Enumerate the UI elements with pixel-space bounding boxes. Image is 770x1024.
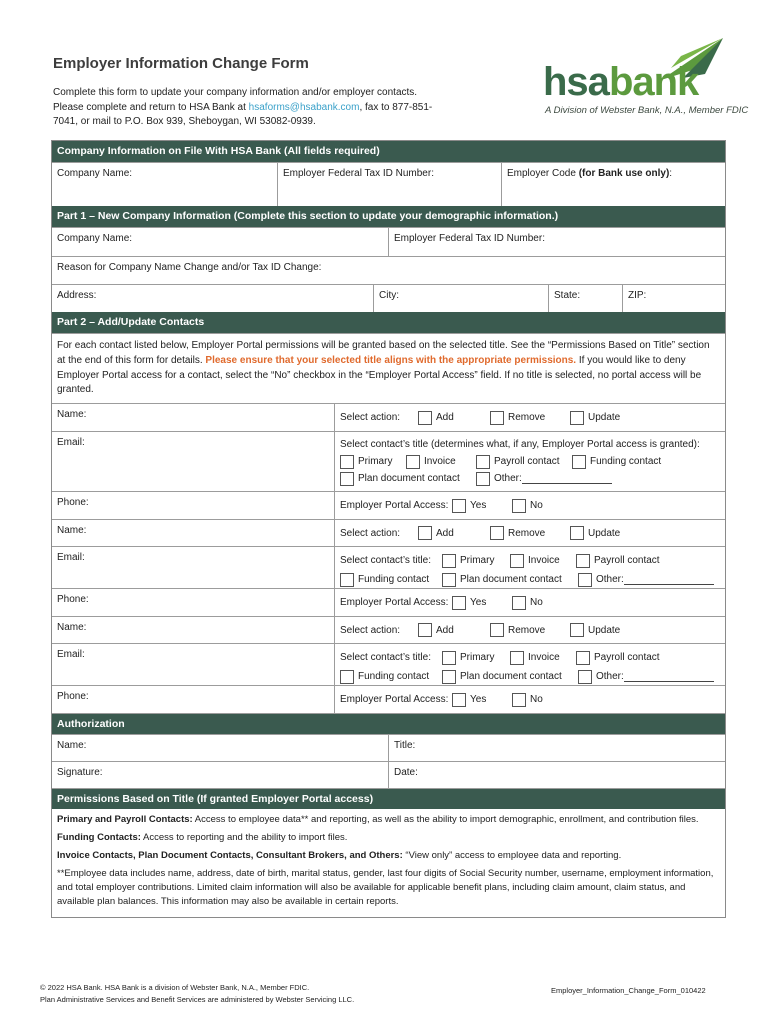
- auth-title-field[interactable]: Title:: [388, 735, 725, 761]
- date-field[interactable]: Date:: [388, 762, 725, 788]
- checkbox[interactable]: [490, 411, 504, 425]
- title-primary[interactable]: Primary: [442, 551, 510, 570]
- title-primary[interactable]: Primary: [340, 453, 406, 470]
- state-field[interactable]: State:: [548, 285, 622, 312]
- checkbox[interactable]: [418, 411, 432, 425]
- portal-no[interactable]: No: [512, 499, 543, 513]
- email-link[interactable]: hsaforms@hsabank.com: [248, 101, 360, 113]
- logo-tagline: A Division of Webster Bank, N.A., Member FDIC: [545, 105, 749, 116]
- contact-phone-field[interactable]: Phone:: [52, 686, 335, 713]
- zip-field[interactable]: ZIP:: [622, 285, 725, 312]
- contact-phone-field[interactable]: Phone:: [52, 589, 335, 616]
- reason-field[interactable]: Reason for Company Name Change and/or Tax ID Change:: [57, 262, 322, 273]
- remove-option[interactable]: Remove: [490, 411, 570, 425]
- title-other[interactable]: Other:: [578, 667, 714, 686]
- auth-name-field[interactable]: Name:: [57, 740, 87, 752]
- signature-field[interactable]: Signature:: [57, 767, 103, 779]
- company-on-file-row: [52, 162, 725, 206]
- contact-name-field[interactable]: Name:: [52, 520, 335, 546]
- title-invoice[interactable]: Invoice: [510, 648, 576, 667]
- part2-instructions: For each contact listed below, Employer Portal permissions will be granted based on the selected title. See the “Permissions Based on Title” section at the end of this form for details. Please ensure that your selected title aligns with the appropriate permissions. If you would like to deny Employer Portal access for a contact, select the “No” checkbox in the “Employer Portal Access” field. If no title is selected, no portal access will be granted.: [52, 333, 725, 403]
- hsabank-logo: hsabank A Division of Webster Bank, N.A., Member FDIC: [543, 38, 723, 124]
- contact-email-field[interactable]: Email:: [52, 547, 335, 588]
- footer-copyright: © 2022 HSA Bank. HSA Bank is a division of Webster Bank, N.A., Member FDIC. Plan Administrative Services and Benefit Services are administered by Webster Servicing LLC.: [40, 983, 355, 1004]
- portal-yes[interactable]: Yes: [452, 693, 512, 707]
- title-funding[interactable]: Funding contact: [340, 570, 442, 589]
- update-option[interactable]: Update: [570, 623, 620, 637]
- employer-code-field[interactable]: Employer Code (for Bank use only):: [501, 163, 725, 206]
- title-plan-document[interactable]: Plan document contact: [442, 667, 578, 686]
- contact-name-field[interactable]: Name:: [52, 404, 335, 431]
- title-primary[interactable]: Primary: [442, 648, 510, 667]
- add-option[interactable]: Add: [418, 411, 490, 425]
- title-other[interactable]: Other:: [476, 470, 612, 487]
- address-field[interactable]: Address:: [57, 290, 97, 301]
- permissions-text: Primary and Payroll Contacts: Access to employee data** and reporting, as well as the ability to import demographic, enrollment, and contribution files. Funding Contacts: Access to reporting and the ability to import files. Invoice Contacts, Plan Document Contacts, Consultant Brokers, and Others: “View only” access to employee data and reporting. **Employee data includes name, address, date of birth, marital status, gender, last four digits of Social Security number, username, employment information, and total employer contributions. Limited claim information will also be available for applicable benefit plans, including claim amount, claim status, and available plan balances. This information may also be available in certain reports.: [57, 814, 714, 908]
- section-header-permissions: Permissions Based on Title (If granted Employer Portal access): [52, 788, 725, 809]
- contact-block-2: Name: Select action: Add Remove Update Email: Select contact’s title: Primary Invoice Payroll contact Funding contact Plan document contact Other: Phone: Employer Portal Access: Yes No: [52, 519, 725, 616]
- section-header-company-on-file: Company Information on File With HSA Bank (All fields required): [52, 141, 725, 162]
- contact-block-3: Name: Select action: Add Remove Update Email: Select contact’s title: Primary Invoice Payroll contact Funding contact Plan document contact Other: Phone: Employer Portal Access: Yes No: [52, 616, 725, 713]
- title-other[interactable]: Other:: [578, 570, 714, 589]
- title-invoice[interactable]: Invoice: [406, 453, 476, 470]
- form-intro: Complete this form to update your company information and/or employer contacts. Please complete and return to HSA Bank at hsaforms@hsabank.com, fax to 877-851-7041, or mail to P.O. Box 939, Sheboygan, WI 53082-0939.: [53, 87, 433, 127]
- tax-id-field[interactable]: Employer Federal Tax ID Number:: [277, 163, 501, 206]
- form-frame: [51, 140, 726, 918]
- title-plan-document[interactable]: Plan document contact: [442, 570, 578, 589]
- title-payroll[interactable]: Payroll contact: [476, 453, 572, 470]
- contact-name-field[interactable]: Name:: [52, 617, 335, 643]
- update-option[interactable]: Update: [570, 526, 620, 540]
- remove-option[interactable]: Remove: [490, 526, 570, 540]
- remove-option[interactable]: Remove: [490, 623, 570, 637]
- title-plan-document[interactable]: Plan document contact: [340, 470, 476, 487]
- contact-email-field[interactable]: Email:: [52, 644, 335, 685]
- add-option[interactable]: Add: [418, 526, 490, 540]
- title-funding[interactable]: Funding contact: [340, 667, 442, 686]
- portal-yes[interactable]: Yes: [452, 596, 512, 610]
- checkbox[interactable]: [570, 411, 584, 425]
- update-option[interactable]: Update: [570, 411, 620, 425]
- title-payroll[interactable]: Payroll contact: [576, 551, 660, 570]
- portal-no[interactable]: No: [512, 596, 543, 610]
- contact-email-field[interactable]: Email:: [52, 432, 335, 491]
- contact-phone-field[interactable]: Phone:: [52, 492, 335, 519]
- add-option[interactable]: Add: [418, 623, 490, 637]
- title-invoice[interactable]: Invoice: [510, 551, 576, 570]
- city-field[interactable]: City:: [373, 285, 548, 312]
- section-header-authorization: Authorization: [52, 713, 725, 734]
- portal-no[interactable]: No: [512, 693, 543, 707]
- company-name-field[interactable]: Company Name:: [57, 168, 133, 179]
- footer-form-id: Employer_Information_Change_Form_010422: [551, 986, 706, 995]
- contact-block-1: Name: Select action: Add Remove Update Email: Select contact’s title (determines what, if any, Employer Portal access is granted): Primary Invoice Payroll contact Funding contact Plan document contact Other: Phone: Employer Portal Access: Yes No: [52, 403, 725, 519]
- title-funding[interactable]: Funding contact: [572, 453, 661, 470]
- form-title: Employer Information Change Form: [53, 55, 309, 72]
- new-tax-id-field[interactable]: Employer Federal Tax ID Number:: [388, 228, 725, 256]
- section-header-part1: Part 1 – New Company Information (Complete this section to update your demographic information.): [52, 206, 725, 227]
- section-header-part2: Part 2 – Add/Update Contacts: [52, 312, 725, 333]
- portal-yes[interactable]: Yes: [452, 499, 512, 513]
- title-payroll[interactable]: Payroll contact: [576, 648, 660, 667]
- new-company-name-field[interactable]: Company Name:: [57, 233, 133, 244]
